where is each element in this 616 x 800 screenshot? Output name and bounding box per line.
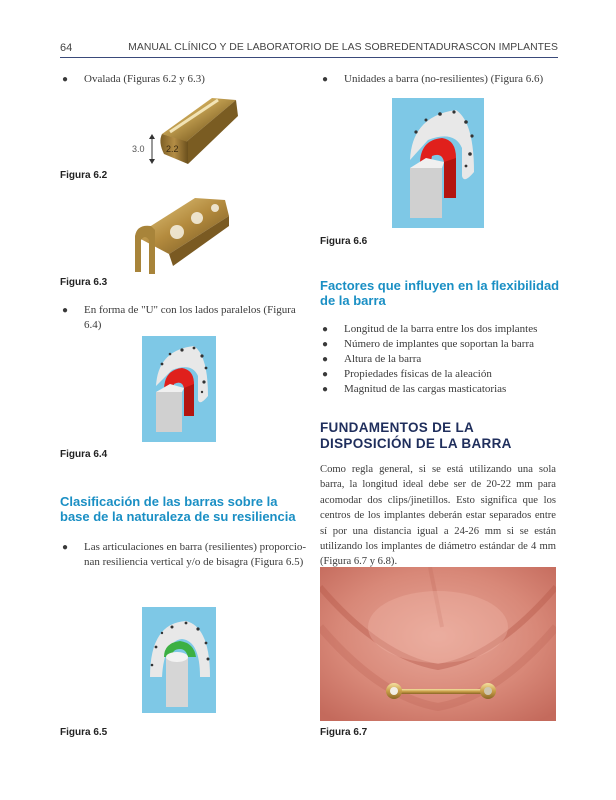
bullet-text: En forma de "U" con los lados paralelos (Figura 6.4) xyxy=(84,304,296,331)
figure-6-7-image xyxy=(320,567,556,721)
figure-6-7-caption: Figura 6.7 xyxy=(320,727,368,738)
bullet-dot-icon: ● xyxy=(62,542,69,553)
paragraph-fundamentos: Como regla general, si se está utilizando una sola barra, la longitud ideal debe ser de 20-22 mm para acomodar dos clips/jinetillos. Esto significa que los centros de los implantes deberán estar separados entre sí por una distancia igual a 24-26 mm si se están utilizando los implantes de diámetro estándar de 4 mm (Figura 6.7 y 6.8). xyxy=(320,464,556,568)
factores-list xyxy=(320,322,565,397)
figure-6-5-caption: Figura 6.5 xyxy=(60,727,108,738)
list-item-text: Número de implantes que soportan la barra xyxy=(344,338,534,350)
list-item-text: Altura de la barra xyxy=(344,353,422,365)
figure-6-2-image xyxy=(130,96,240,168)
page-number: 64 xyxy=(60,42,73,54)
figure-6-4-caption: Figura 6.4 xyxy=(60,449,108,460)
green-clip-illustration xyxy=(142,607,216,713)
list-item xyxy=(320,367,565,382)
figure-6-2-caption: Figura 6.2 xyxy=(60,170,108,181)
red-bar-unit-illustration xyxy=(392,98,484,228)
bullet-dot-icon: ● xyxy=(322,339,329,350)
red-clip-illustration xyxy=(142,336,216,442)
heading-clasificacion: Clasificación de las barras sobre la base de la naturaleza de su resiliencia xyxy=(60,494,296,524)
intraoral-photo-with-bar xyxy=(320,567,556,721)
bullet-text-line-2: nan resiliencia vertical y/o de bisagra (Figura 6.5) xyxy=(84,556,304,568)
gold-clip-illustration xyxy=(125,196,235,276)
list-item-text: Propiedades físicas de la aleación xyxy=(344,368,492,380)
figure-6-4-image xyxy=(142,336,216,442)
bullet-dot-icon: ● xyxy=(322,354,329,365)
running-title: MANUAL CLÍNICO Y DE LABORATORIO DE LAS SOBREDENTADURASCON IMPLANTES xyxy=(128,42,558,53)
list-item-text: Magnitud de las cargas masticatorias xyxy=(344,383,507,395)
bullet-dot-icon: ● xyxy=(322,324,329,335)
bullet-dot-icon: ● xyxy=(322,384,329,395)
bullet-ovalada xyxy=(60,72,300,87)
bullet-dot-icon: ● xyxy=(322,74,329,85)
list-item xyxy=(320,382,565,397)
header-rule xyxy=(60,57,558,58)
list-item-text: Longitud de la barra entre los dos implantes xyxy=(344,323,538,335)
list-item xyxy=(320,352,565,367)
bullet-dot-icon: ● xyxy=(62,305,69,316)
figure-6-3-image xyxy=(125,196,235,276)
bullet-unidades xyxy=(320,72,560,87)
heading-fundamentos: FUNDAMENTOS DE LA DISPOSICIÓN DE LA BARRA xyxy=(320,420,512,451)
figure-6-6-image xyxy=(392,98,484,228)
bullet-articulaciones xyxy=(60,540,310,570)
bullet-text: Ovalada (Figuras 6.2 y 6.3) xyxy=(84,73,205,85)
bullet-dot-icon: ● xyxy=(322,369,329,380)
oval-bar-illustration xyxy=(130,96,240,168)
bullet-text-line-1: Las articulaciones en barra (resilientes) proporcio- xyxy=(84,541,307,553)
list-item xyxy=(320,337,565,352)
figure-6-3-caption: Figura 6.3 xyxy=(60,277,108,288)
bullet-u-shape xyxy=(60,303,310,333)
heading-factores: Factores que influyen en la flexibilidad de la barra xyxy=(320,278,560,308)
figure-6-6-caption: Figura 6.6 xyxy=(320,236,368,247)
figure-6-5-image xyxy=(142,607,216,713)
bullet-dot-icon: ● xyxy=(62,74,69,85)
dimension-height-label: 3.0 xyxy=(132,144,145,154)
dimension-width-label: 2.2 xyxy=(166,144,179,154)
list-item xyxy=(320,322,565,337)
bullet-text: Unidades a barra (no-resilientes) (Figura 6.6) xyxy=(344,73,544,85)
